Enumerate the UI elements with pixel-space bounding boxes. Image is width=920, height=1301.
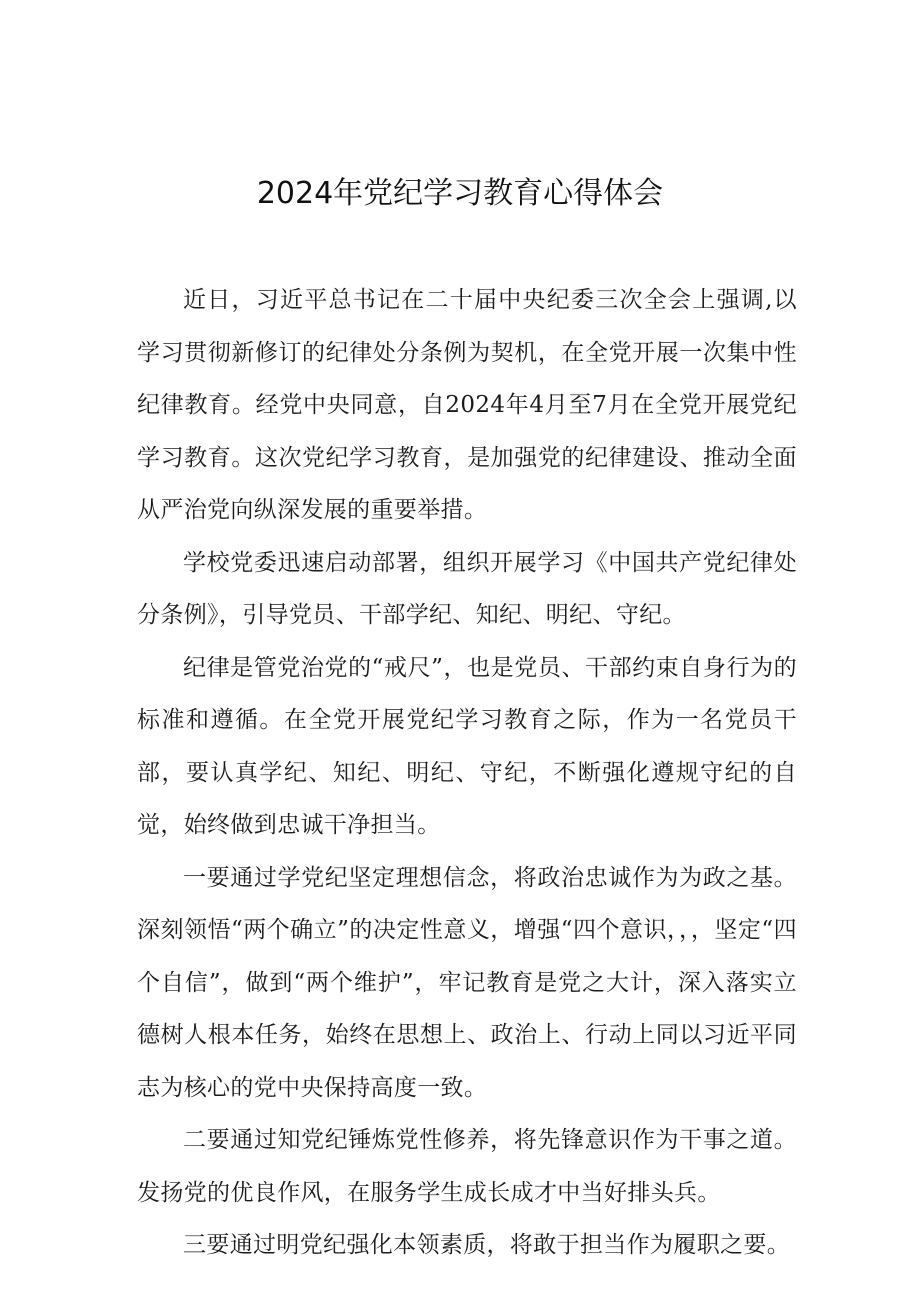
paragraph: 纪律是管党治党的“戒尺”，也是党员、干部约束自身行为的标准和遵循。在全党开展党纪学习教育之际，作为一名党员干部，要认真学纪、知纪、明纪、守纪，不断强化遵规守纪的自觉，始终做到忠诚干净担当。 bbox=[137, 654, 797, 838]
paragraph: 近日，习近平总书记在二十届中央纪委三次全会上强调,以学习贯彻新修订的纪律处分条例为契机，在全党开展一次集中性纪律教育。经党中央同意，自2024年4月至7月在全党开展党纪学习教育。这次党纪学习教育，是加强党的纪律建设、推动全面从严治党向纵深发展的重要举措。 bbox=[137, 287, 797, 523]
paragraph: 一要通过学党纪坚定理想信念，将政治忠诚作为为政之基。深刻领悟“两个确立”的决定性意义，增强“四个意识，，，坚定“四个自信”，做到“两个维护”，牢记教育是党之大计，深入落实立德树人根本任务，始终在思想上、政治上、行动上同以习近平同志为核心的党中央保持高度一致。 bbox=[137, 864, 797, 1101]
paragraph: 二要通过知党纪锤炼党性修养，将先锋意识作为干事之道。发扬党的优良作风，在服务学生成长成才中当好排头兵。 bbox=[137, 1127, 797, 1206]
paragraph: 三要通过明党纪强化本领素质，将敢于担当作为履职之要。 bbox=[183, 1232, 791, 1258]
document-body bbox=[137, 274, 797, 1272]
paragraph: 学校党委迅速启动部署，组织开展学习《中国共产党纪律处分条例》，引导党员、干部学纪、知纪、明纪、守纪。 bbox=[137, 549, 797, 628]
document-title: 2024年党纪学习教育心得体会 bbox=[256, 176, 664, 211]
